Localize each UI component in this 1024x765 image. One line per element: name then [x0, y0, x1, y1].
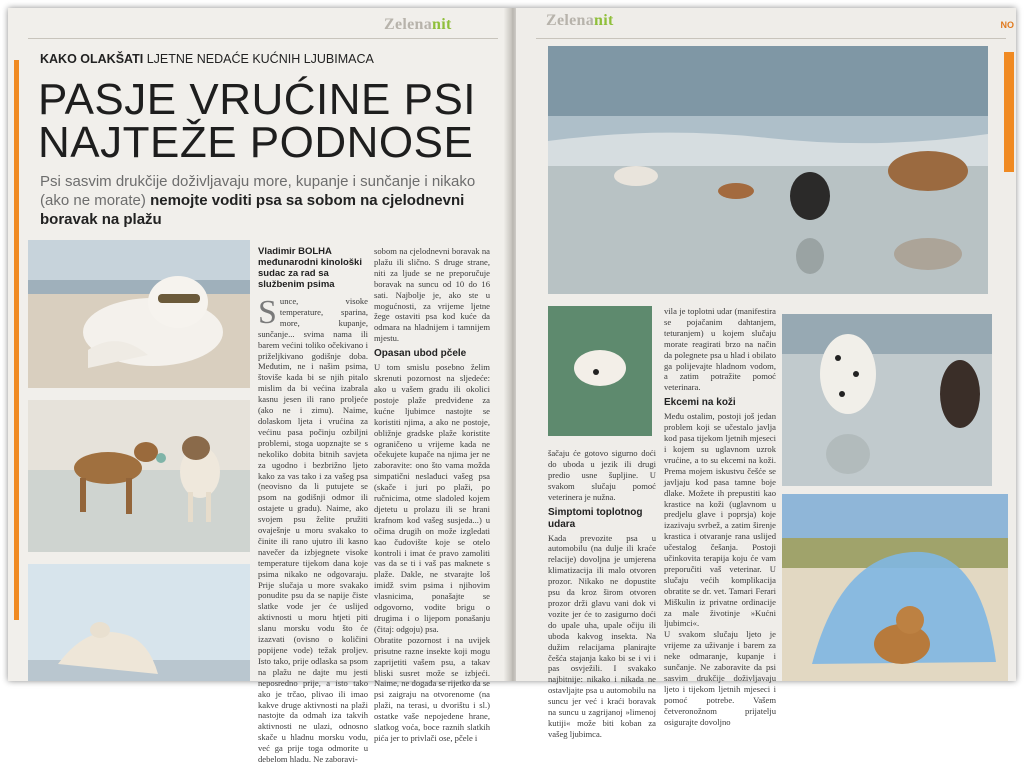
right-page	[516, 8, 1016, 739]
photo-dogs-running-beach	[548, 46, 988, 294]
column-3-body-a: šačaju će gotovo sigurno doći do uboda u jezik ili drugi predio usne šupljine. U svakom slučaju pomoć veterinera je nužna.	[548, 448, 656, 502]
brand-name-part1: Zelena	[384, 16, 433, 33]
photo-dog-sunglasses	[28, 240, 250, 388]
header-rule-right	[536, 38, 1006, 39]
drop-cap: S	[258, 294, 277, 331]
brand-name-part2: nit	[594, 12, 614, 29]
text-column-3	[548, 448, 656, 739]
headline-line2: NAJTEŽE PODNOSE	[38, 118, 474, 167]
column-4-body-c: U svakom slučaju ljeto je vrijeme za uživanje i barem za neke odmaranje, kupanje i sunčanje. Ne zaboravite da psi sasvim drukčije doživljavaju ljeto i tijekom ljetnih mjeseci i pomoć potrebe. Vašem četveronožnom prijatelju osigurajte dovoljno	[664, 629, 776, 727]
photo-dalmatian-and-spaniel	[782, 314, 992, 486]
brand-name-part2: nit	[432, 16, 452, 33]
photo-small-white-dog-swimming	[548, 306, 652, 436]
column-2-body-b: U tom smislu posebno želim skrenuti pozornost na sljedeće: ako u vašem gradu ili okolici postoje plaže predviđene za kućne ljubimce nastojte se koristiti njima, a ako ne postoje, obližnje gradske plaže koristite ograničeno u vrijeme kada ne očekujete kupače na njima jer ne zaboravite: ono što vama možda simpatični neslađuci vašeg psa (skače i juri po plaži, po ručnicima, otme sladoled kojem djetetu u prolazu ili se hrani krafnom kod vašeg susjeda...) u očima drugih on može izgledati kao čudovište koje se otelo kontroli i imat će pravo zamoliti vas da se ti i vaš pas maknete s plaže. Dakle, ne stvarajte loš imidž svim psima i njihovim vlasnicima, ponašajte se odgovorno, vodite brigu o drugima i o lijepom ponašanju (čitaj: odgoju) psa.	[374, 362, 490, 634]
orange-accent-bar-right	[1004, 52, 1014, 172]
subheading-eczema: Ekcemi na koži	[664, 397, 736, 409]
byline-role-line1: međunarodni kinološki	[258, 257, 362, 268]
brand-logo-right	[546, 12, 614, 30]
brand-logo-left	[384, 16, 452, 34]
headline-line1: PASJE VRUĆINE PSI	[38, 75, 477, 124]
column-4-body-a: vila je toplotni udar (manifestira se pojačanim dahtanjem, teturanjem) u kojem slučaju morate reagirati brzo na način da polegnete psa u hlad i obilato ga polijevajte hladnom vodom, a zatim potražite pomoć veterinara.	[664, 306, 776, 393]
column-2-body-a: sobom na cjelodnevni boravak na plažu ili slično. S druge strane, niti za ljude se ne preporučuje boravak na suncu od 10 do 16 sati. Najbolje je, ako ste u mogućnosti, za vrijeme ljetne žege ostaviti psa kod kuće da odmara na hladnijem i tamnijem mjestu.	[374, 246, 490, 344]
edge-text-fragment: NO	[1000, 20, 1014, 30]
photo-two-dogs-playing	[28, 400, 250, 552]
orange-accent-bar	[14, 60, 19, 620]
byline	[258, 246, 368, 290]
photo-dog-stretching	[28, 564, 250, 681]
kicker-rest: LJETNE NEDAĆE KUĆNIH LJUBIMACA	[146, 52, 374, 66]
text-column-2	[374, 246, 490, 743]
kicker	[40, 52, 374, 66]
byline-name: Vladimir BOLHA	[258, 246, 332, 257]
text-column-4	[664, 306, 776, 727]
brand-name-part1: Zelena	[546, 12, 595, 29]
column-2-body-c: Obratite pozornost i na uvijek prisutne razne insekte koji mogu zaprijetiti vašem psu, a takav bliski susret može se izbjeći. Naime, ne događa se rijetko da se psi zaigraju na otvorenome (na plaži, na terasi, u dvorištu i sl.) ostatke vaše nepojedene hrane, slatkog voća, boce raznih slatkih pića jer to privlači ose, pčele i	[374, 634, 490, 743]
column-1-body: unce, visoke temperature, sparina, more, kupanje, sunčanje... svima nama ili barem većini toliko očekivano i priželjkivano godišnje doba. Međutim, ne i našim psima, štoviše kada bi se njih pitalo mislim da bi većina izabrala kasnu jesen ili rano proljeće (ako ne i zimu). Naime, dolaskom ljeta i vrućina za većinu pasa počinju ozbiljni problemi, stoga uopznajte se s nekoliko dobita bitnih savjeta za ugodno i bezbrižno ljeto kako za vas tako i za vašeg psa (neovisno da li putujete se psom na godišnji odmor ili ostajete u gradu). Naime, ako svojem psu želite pružiti ovaješnje u moru svakako to činite ili rano ujutro ili kasno navečer da izbjegnete visoke temperature tijekom dana koje psima nikako ne odgovaraju. Prije slučaja u more svakako ponudite psu da se napije čiste slatke vode jer će uslijed aktivnosti u moru htjeti piti slanu morsku vodu što će izazvati (ovisno o količini popijene vode) težak proljev. Isto tako, prije odlaska sa psom na plažu ne dajte mu jesti neposredno prije, a isto tako ako je trčao, plivao ili imao kakve druge aktivnosti na plaži nastojte da odmah iza takvih aktivnosti ne ulazi, odnosno skače u hladnu morsku vodu, već ga prije toga odmorite u debelom hladu. Ne zaboravi-	[258, 296, 368, 765]
byline-role-line3: službenim psima	[258, 279, 335, 290]
subheading-bee-sting: Opasan ubod pčele	[374, 348, 467, 360]
byline-role-line2: sudac za rad sa	[258, 268, 329, 279]
newspaper-spread	[8, 8, 1016, 765]
left-page	[8, 8, 508, 765]
kicker-bold: KAKO OLAKŠATI	[40, 52, 144, 66]
column-4-body-b: Među ostalim, postoji još jedan problem koji se učestalo javlja kod pasa tijekom ljetnih mjeseci i kojem su uglavnom uzrok vrućine, a to su ekcemi na koži. Prema mojem iskustvu češće se javljaju kod pasa tamne boje dlake. Možete ih prepustiti kao krastice na koži (uglavnom u predjelu glave i poprsja) koje izazivaju svrbež, a zatim širenje krastica i otvaranje rana uslijed učestalog češanja. Postoji učinkovita terapija koju će vam preporučiti vaš veterinar. U slučaju većih komplikacija obratite se dr. vet. Tamari Ferari Miškulin iz privatne ordinacije za male životinje »Kućni ljubimci«.	[664, 411, 776, 629]
subheading-heatstroke: Simptomi toplotnog udara	[548, 506, 643, 530]
headline	[38, 75, 477, 167]
photo-puppy-beach-tent	[782, 494, 1008, 681]
lead-paragraph	[40, 172, 490, 229]
lead-bold: nemojte voditi psa sa sobom na cjelodnevni boravak na plažu	[40, 192, 465, 228]
header-rule	[28, 38, 498, 39]
lead-plain: Psi sasvim drukčije doživljavaju more, kupanje i sunčanje i nikako (ako ne morate)	[40, 173, 476, 209]
column-3-body-b: Kada prevozite psa u automobilu (na dulje ili kraće relacije) dovoljna je umjerena klimatizacija ili malo otvoren prozor. Nikako ne dopustite psu da kroz širom otvoren prozor drži glavu vani dok vi vozite jer će to zasigurno doći do upale uha, upale očiju ili uboda kakvog insekta. Na dužim relacijama planirajte češća stajanja kako bi se i vi i pas osvježili. I svakako najbitnije: nikako i nikada ne ostavljajte psa u automobilu na suncu jer već i kraći boravak na suncu u zagrijanoj »limenoj kutiji« može biti koban za vašeg ljubimca.	[548, 532, 656, 739]
text-column-1	[258, 246, 368, 765]
